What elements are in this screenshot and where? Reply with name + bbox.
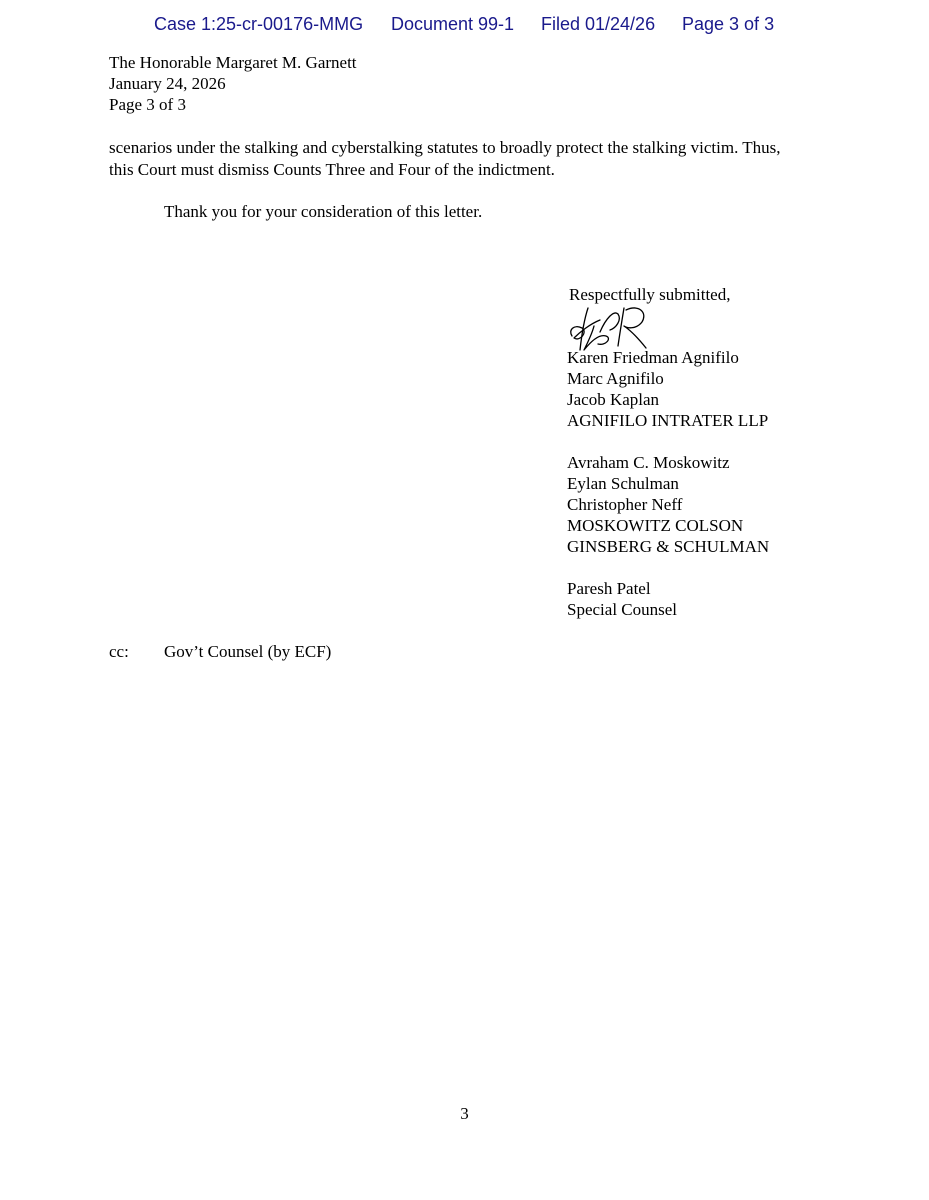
signature-block (567, 347, 769, 620)
firm-ginsberg-schulman: GINSBERG & SCHULMAN (567, 537, 770, 556)
ecf-filed-date: Filed 01/24/26 (541, 14, 656, 34)
closing-salutation: Respectfully submitted, (569, 285, 731, 304)
letter-addressee: The Honorable Margaret M. Garnett (109, 53, 357, 72)
firm-agnifilo-intrater: AGNIFILO INTRATER LLP (567, 411, 769, 430)
firm-moskowitz-colson: MOSKOWITZ COLSON (567, 516, 744, 535)
page-number: 3 (460, 1104, 469, 1123)
signatory-karen-friedman-agnifilo: Karen Friedman Agnifilo (567, 348, 739, 367)
letter-page-indicator: Page 3 of 3 (109, 95, 186, 114)
ecf-filing-header (0, 14, 929, 38)
signatory-title-special-counsel: Special Counsel (567, 600, 678, 619)
signatory-marc-agnifilo: Marc Agnifilo (567, 369, 664, 388)
body-paragraph-line-2: this Court must dismiss Counts Three and Four of the indictment. (109, 160, 555, 179)
signatory-christopher-neff: Christopher Neff (567, 495, 683, 514)
cc-label: cc: (109, 642, 129, 661)
signatory-paresh-patel: Paresh Patel (567, 579, 651, 598)
ecf-document-number: Document 99-1 (391, 14, 515, 34)
letter-date: January 24, 2026 (109, 74, 226, 93)
ecf-page-count: Page 3 of 3 (682, 14, 775, 34)
thank-you-paragraph: Thank you for your consideration of this letter. (164, 202, 483, 221)
cc-recipient: Gov’t Counsel (by ECF) (164, 642, 332, 661)
body-paragraph-line-1: scenarios under the stalking and cyberstalking statutes to broadly protect the stalking victim. Thus, (109, 138, 781, 157)
signatory-jacob-kaplan: Jacob Kaplan (567, 390, 660, 409)
ecf-case-number: Case 1:25-cr-00176-MMG (154, 14, 364, 34)
signatory-avraham-moskowitz: Avraham C. Moskowitz (567, 453, 730, 472)
signatory-eylan-schulman: Eylan Schulman (567, 474, 679, 493)
